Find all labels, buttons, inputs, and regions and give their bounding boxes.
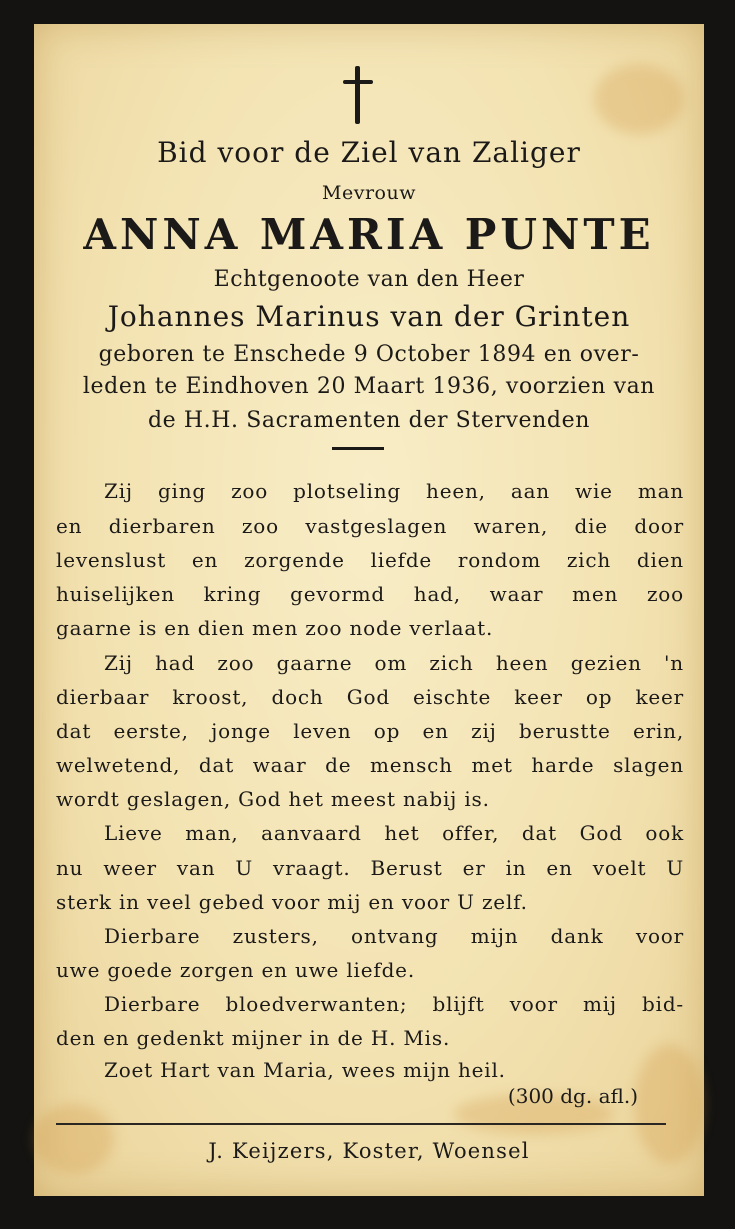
life-details-line: geboren te Enschede 9 October 1894 en over- <box>98 342 640 367</box>
section-divider <box>332 447 384 450</box>
footer-divider <box>56 1123 666 1125</box>
indulgence-note: (300 dg. afl.) <box>507 1084 638 1108</box>
poem-line: Lieve man, aanvaard het offer, dat God ook <box>104 821 684 845</box>
poem-line: nu weer van U vraagt. Berust er in en voelt U <box>56 856 684 880</box>
poem-line: Zij ging zoo plotseling heen, aan wie man <box>104 479 684 503</box>
poem-line: welwetend, dat waar de mensch met harde slagen <box>56 753 684 777</box>
poem-line: dat eerste, jonge leven op en zij berustte erin, <box>56 719 684 743</box>
honorific: Mevrouw <box>322 182 416 204</box>
poem-line: huiselijken kring gevormd had, waar men zoo <box>56 582 684 606</box>
life-details-line: de H.H. Sacramenten der Stervenden <box>147 408 590 433</box>
poem-line: wordt geslagen, God het meest nabij is. <box>56 787 490 811</box>
poem-line: Dierbare zusters, ontvang mijn dank voor <box>104 924 684 948</box>
poem-line: levenslust en zorgende liefde rondom zich dien <box>56 548 684 572</box>
poem-line: en dierbaren zoo vastgeslagen waren, die door <box>56 514 684 538</box>
poem-line: Zoet Hart van Maria, wees mijn heil. <box>104 1058 506 1082</box>
husband-name: Johannes Marinus van der Grinten <box>107 300 631 333</box>
relation-text: Echtgenoote van den Heer <box>213 267 525 292</box>
deceased-name: ANNA MARIA PUNTE <box>83 210 655 259</box>
printer-credit: J. Keijzers, Koster, Woensel <box>208 1139 530 1163</box>
latin-cross-icon <box>343 66 373 124</box>
life-details-line: leden te Eindhoven 20 Maart 1936, voorzien van <box>82 374 656 399</box>
prayer-heading: Bid voor de Ziel van Zaliger <box>157 136 581 169</box>
poem-line: sterk in veel gebed voor mij en voor U zelf. <box>56 890 528 914</box>
poem-line: Zij had zoo gaarne om zich heen gezien 'n <box>104 651 684 675</box>
card-paper <box>34 24 704 1196</box>
poem-line: den en gedenkt mijner in de H. Mis. <box>56 1026 451 1050</box>
paper-stain <box>594 64 684 134</box>
poem-line: gaarne is en dien men zoo node verlaat. <box>56 616 494 640</box>
poem-line: dierbaar kroost, doch God eischte keer op keer <box>56 685 684 709</box>
poem-line: uwe goede zorgen en uwe liefde. <box>56 958 415 982</box>
poem-line: Dierbare bloedverwanten; blijft voor mij bid- <box>104 992 684 1016</box>
